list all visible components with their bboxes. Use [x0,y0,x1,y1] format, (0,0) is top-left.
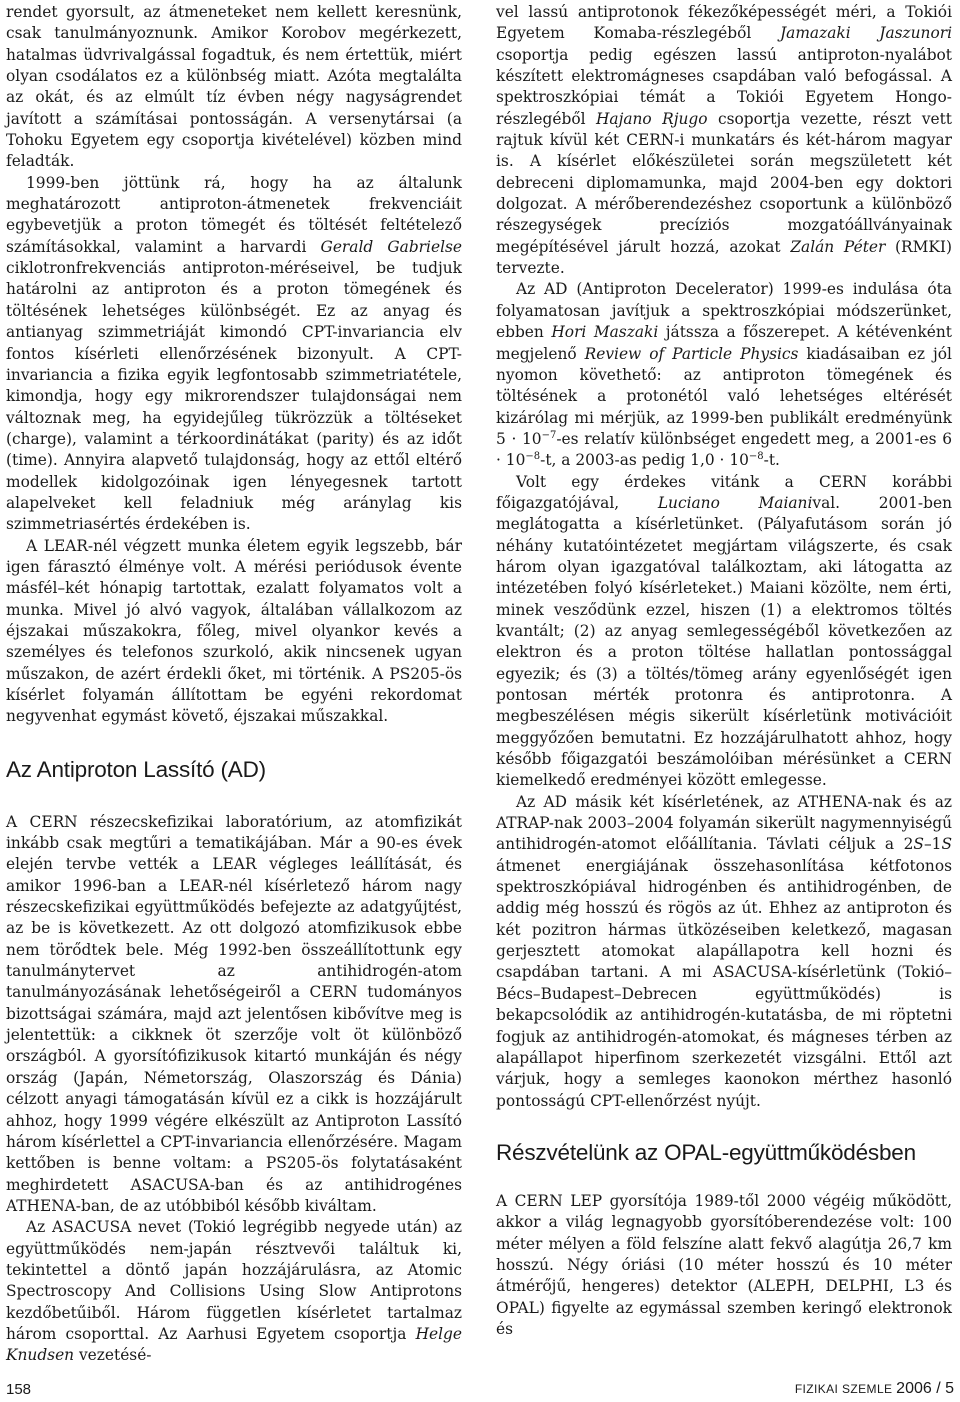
paragraph: 1999-ben jöttünk rá, hogy ha az általunk meghatározott antiproton-átmenetek frekvenciáit egybevetjük a proton tömegét és töltését feltételező számításokkal, valamint a harvardi Gerald Gabrielse ciklotronfrekvenciás antiproton-méréseivel, be tudjuk határolni az antiproton és a proton tömegének és töltésének lehetséges különbségét. Ez az anyag és antianyag szimmetriáját kimondó CPT-invariancia elv fontos kísérleti ellenőrzésének bizonyult. A CPT-invariancia a fizika egyik legfontosabb szimmetriatétele, kimondja, hogy egy mikrorendszer tulajdonságai nem változnak meg, ha egyidejűleg tükrözzük a töltéseket (charge), valamint a térkoordinátákat (parity) és az időt (time). Annyira alapvető tulajdonság, hogy az ettől eltérő modellek kidolgozóinak igen lényegesnek tartott alapelveket kell feladniuk még aránylag kis szimmetriasértés érdekében is. [6,173,462,534]
paragraph: rendet gyorsult, az átmeneteket nem kellett keresnünk, csak tanulmányoznunk. Amikor Korobov megérkezett, hatalmas üdvrivalgással fogadtuk, és nem értettük, miért olyan csodálatos ez a különbség miatt. Azóta megtalálta az okát, és az elmúlt tíz évben négy nagyságrendet javított a számításai pontosságán. A versenytársai (a Tohoku Egyetem egy csoportja kivételével) közben mind feladták. [6,3,462,171]
person-name: Zalán Péter [790,237,886,256]
exponent: −7 [541,429,557,441]
exponent: −8 [525,451,541,463]
left-column [6,2,462,1367]
state-symbol: S [941,835,952,854]
person-name: Jamazaki Jaszunori [779,24,953,43]
paragraph: Az AD (Antiproton Decelerator) 1999-es indulása óta folyamatosan javítjuk a spektroszkópiai módszerünket, ebben Hori Maszaki játssza a főszerepet. A kétévenként megjelenő Review of Particle Physics kiadásaiban ez jól nyomon követhető: az antiproton tömegének és töltésének a protonétól való lehetséges eltérését kizárólag mi mérjük, az 1999-ben publikált eredményünk $5 \cdot 10^{-7}-es$ relatív különbséget engedett meg, a 2001-es $6 \cdot 10^{-8}-t$, a 2003-as pedig $1,0 \cdot 10^{-8}-t$. [496,280,952,470]
person-name: Gerald Gabrielse [320,237,462,256]
page-number: 158 [6,1381,32,1398]
publication-title: Review of Particle Physics [584,344,799,363]
paragraph: A LEAR-nél végzett munka életem egyik legszebb, bár igen fárasztó élménye volt. A mérési periódusok évente másfél–két hónapig tartottak, ezalatt folyamatos volt a munka. Mivel jó alvó vagyok, általában vállalkozom az éjszakai műszakokra, főleg, mivel olyankor kevés a személyes és telefonos szurkoló, akik nincsenek ugyan műszakon, de azért érdekli őket, mi történik. A PS205-ös kísérlet folyamán állítottam be egyéni rekordomat negyvenhat egymást követő, éjszakai műszakkal. [6,536,462,726]
person-name: Hori Maszaki [551,323,659,342]
journal-title: FIZIKAI SZEMLE [794,1382,893,1396]
paragraph: A CERN részecskefizikai laboratórium, az atomfizikát inkább csak megtűri a tematikájában. Már a 90-es évek elején tervbe vették a LEAR végleges leállítását, és amikor 1996-ban a LEAR-nél kísérletező három nagy részecskefizikai együttműködés befejezte az adatgyűjtést, az be is következett. Az ott dolgozó atomfizikusok ebbe nem törődtek bele. Még 1992-ben összeállítottunk egy tanulmánytervet az antihidrogén-atom tanulmányozásának lehetőségeiről a CERN tudományos bizottságai számára, majd azt jelentősen kibővítve meg is jelentettük: a cikknek öt szerzője volt öt különböző országból. A gyorsítófizikusok kitartó munkáján és négy ország (Japán, Németország, Olaszország és Dánia) célzott anyagi támogatásán kívül ez a cikk is hozzájárult ahhoz, hogy 1999 végére elkészült az Antiproton Lassító három kísérlettel a CPT-invariancia ellenőrzésére. Magam kettőben is benne voltam: a PS205-ös folytatásaként meghirdetett ASACUSA-ban és az antihidrogénes ATHENA-ban, de az utóbbiból később kiváltam. [6,812,462,1215]
state-symbol: S [913,835,924,854]
paragraph: A CERN LEP gyorsítója 1989-től 2000 végéig működött, akkor a világ legnagyobb gyorsítóberendezése volt: 100 méter mélyen a föld felszíne alatt fekvő alagútja 26,7 km hosszú. Négy óriási (10 méter hosszú és 10 méter átmérőjű, hengeres) detektor (ALEPH, DELPHI, L3 és OPAL) figyelte az egymással szemben keringő elektronok és [496,1191,952,1338]
right-column [496,2,952,1340]
paragraph: Az ASACUSA nevet (Tokió legrégibb negyede után) az együttműködés nem-japán résztvevői találtuk ki, tekintettel a döntő japán hozzájárulásra, az Atomic Spectroscopy And Collisions Using Slow Antiprotons kezdőbetűiből. Három független kísérletet tartalmaz három csoporttal. Az Aarhusi Egyetem csoportja Helge Knudsen vezetésé- [6,1218,462,1365]
person-name: Hajano Rjugo [595,109,708,128]
paragraph: vel lassú antiprotonok fékezőképességét méri, a Tokiói Egyetem Komaba-részlegéből Jamazaki Jaszunori csoportja pedig egészen lassú antiproton-nyalábot készített elektromágneses csapdában való befogással. A spektroszkópiai témát a Tokiói Egyetem Hongo-részlegéből Hajano Rjugo csoportja vezette, részt vett rajtuk kívül két CERN-i munkatárs és két-három magyar is. A kísérlet előkészületei során megszületett két debreceni diplomamunka, majd 2004-ben egy doktori dolgozat. A mérőberendezéshez csoportunk a különböző részegységek precíziós mozgatóállványainak megépítésével járult hozzá, azokat Zalán Péter (RMKI) tervezte. [496,3,953,278]
paragraph: Volt egy érdekes vitánk a CERN korábbi főigazgatójával, Luciano Maianival. 2001-ben meglátogatta a kísérletünket. (Pályafutásom során jó néhány kutatóintézetet megjártam világszerte, és csak három olyan igazgatóval találkoztam, aki látogatta az intézetében folyó kísérleteket.) Maiani közölte, nem érti, minek vesződünk ezzel, hiszen (1) a elektromos töltés kvantált; (2) az anyag semlegességéből következően az elektron és a proton töltése hallatlan pontossággal egyezik; és (3) a töltés/tömeg arány egyenlőségét igen pontosan mérték protonra és antiprotonra. A megbeszélésen mégis sikerült kísérletünk motivációit meggyőzően bemutatni. Ez hozzájárulhatott ahhoz, hogy később főigazgatói beszámolóiban mérésünket a CERN kiemelkedő eredményei között emlegesse. [496,472,952,790]
journal-issue: 2006 / 5 [896,1380,954,1397]
person-name: Helge Knudsen [6,1324,462,1365]
journal-footer [795,1380,954,1398]
section-heading: Az Antiproton Lassító (AD) [6,756,266,782]
exponent: −8 [748,451,764,463]
person-name: Luciano Maiani [657,493,813,512]
section-heading: Részvételünk az OPAL-együttműködésben [496,1139,916,1165]
paragraph: Az AD másik két kísérletének, az ATHENA-nak és az ATRAP-nak 2003–2004 folyamán sikerült nagymennyiségű antihidrogén-atomot előállítania. Távlati céljuk a 2S–1S átmenet energiájának összehasonlítása kétfotonos spektroszkópiával hidrogénben és antihidrogénben, de addig még hosszú és rögös az út. Ehhez az antiproton és két pozitron hármas ütközéseiben keletkező, magasan gerjesztett atomokat alapállapotra kell hozni és csapdában tartani. A mi ASACUSA-kísérletünk (Tokió–Bécs–Budapest–Debrecen együttműködés) is bekapcsolódik az antihidrogén-kutatásba, de mi röptetni fogjuk az antihidrogén-atomokat, és mágneses térben az alapállapot hiperfinom szerkezetét vizsgálni. Ettől azt várjuk, hogy a semleges kaonokon mérthez hasonló pontosságú CPT-ellenőrzést nyújt. [496,792,952,1110]
